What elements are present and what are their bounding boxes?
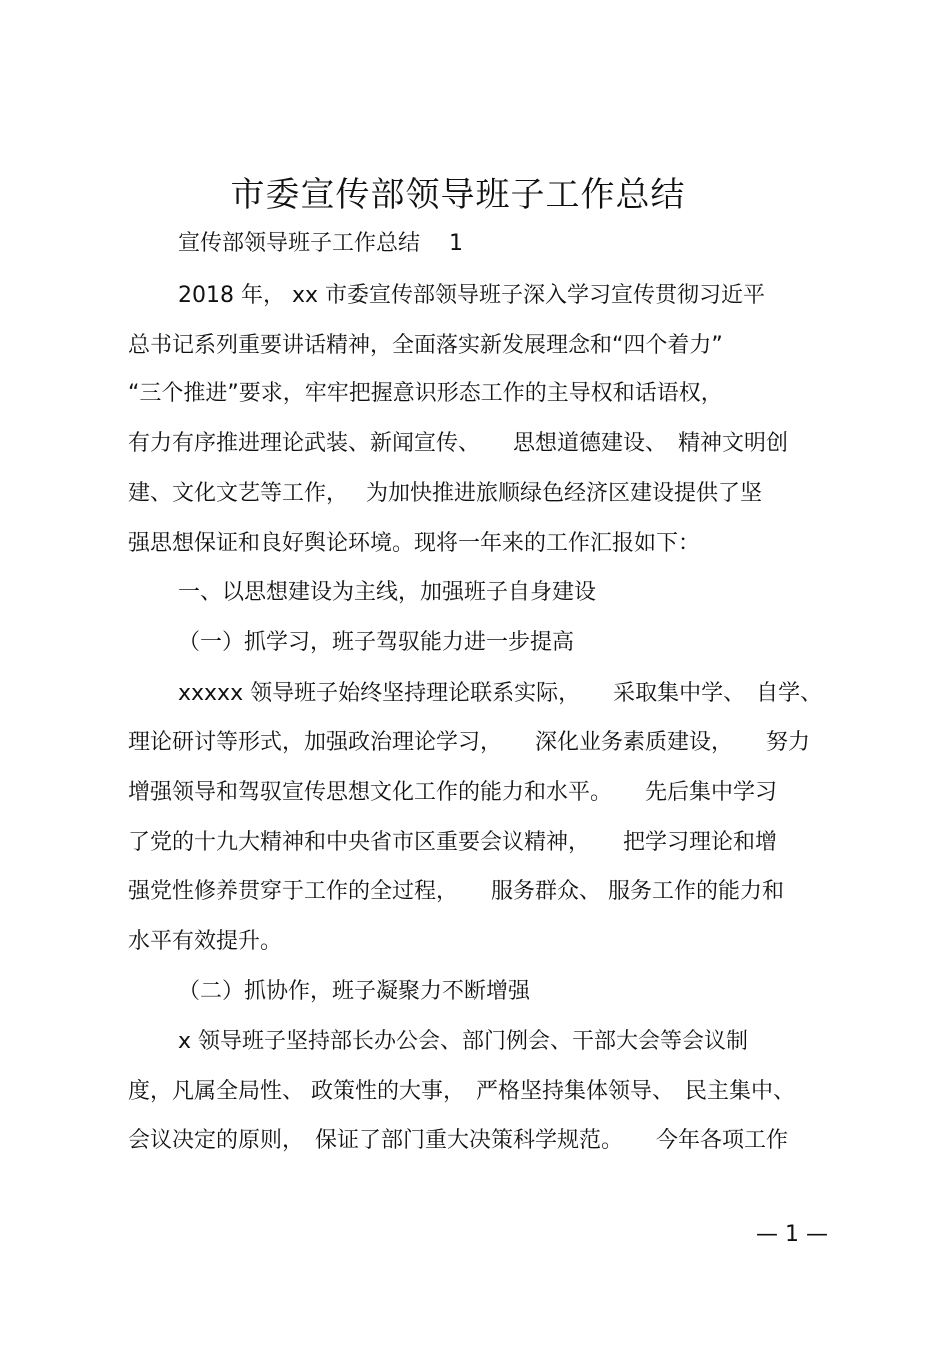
page-number: — 1 — xyxy=(756,1222,828,1247)
paragraph-line: 总书记系列重要讲话精神，全面落实新发展理念和“四个着力” xyxy=(128,333,723,358)
paragraph-line: xxxxx 领导班子始终坚持理论联系实际， 采取集中学、 自学、 xyxy=(178,681,823,706)
paragraph-line: 度，凡属全局性、 政策性的大事， 严格坚持集体领导、 民主集中、 xyxy=(128,1079,795,1104)
paragraph-line: 2018 年， xx 市委宣传部领导班子深入学习宣传贯彻习近平 xyxy=(178,283,766,308)
paragraph-line: 有力有序推进理论武装、新闻宣传、 思想道德建设、 精神文明创 xyxy=(128,431,789,456)
paragraph-line: x 领导班子坚持部长办公会、部门例会、干部大会等会议制 xyxy=(178,1029,749,1054)
paragraph-line: 会议决定的原则， 保证了部门重大决策科学规范。 今年各项工作 xyxy=(128,1128,789,1153)
paragraph-line: 强思想保证和良好舆论环境。现将一年来的工作汇报如下： xyxy=(128,531,701,556)
paragraph-line: 强党性修养贯穿于工作的全过程， 服务群众、 服务工作的能力和 xyxy=(128,879,784,904)
document-title: 市委宣传部领导班子工作总结 xyxy=(230,175,686,215)
paragraph-line: 了党的十九大精神和中央省市区重要会议精神， 把学习理论和增 xyxy=(128,830,778,855)
subsection-heading: （一）抓学习，班子驾驭能力进一步提高 xyxy=(178,630,575,655)
paragraph-line: 增强领导和驾驭宣传思想文化工作的能力和水平。 先后集中学习 xyxy=(128,780,778,805)
paragraph-line: 水平有效提升。 xyxy=(128,929,283,954)
subsection-heading: （二）抓协作，班子凝聚力不断增强 xyxy=(178,979,531,1004)
section-heading: 一、以思想建设为主线，加强班子自身建设 xyxy=(178,580,597,605)
paragraph-line: 建、文化文艺等工作， 为加快推进旅顺绿色经济区建设提供了坚 xyxy=(128,481,762,506)
paragraph-line: 理论研讨等形式，加强政治理论学习， 深化业务素质建设， 努力 xyxy=(128,730,811,755)
paragraph-line: “三个推进”要求，牢牢把握意识形态工作的主导权和话语权， xyxy=(128,381,723,406)
subtitle-line: 宣传部领导班子工作总结 1 xyxy=(178,231,463,256)
